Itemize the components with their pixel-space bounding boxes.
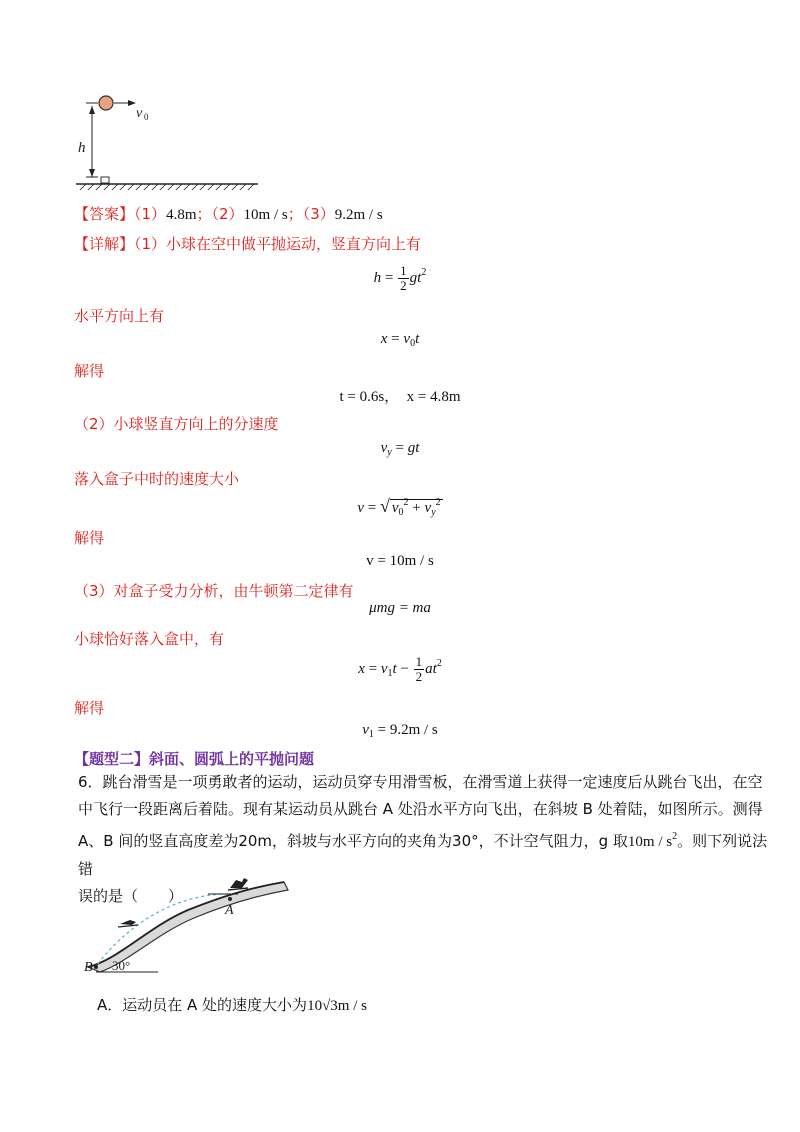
label-A: A	[225, 903, 234, 918]
detail-line-1: 【详解】（1）小球在空中做平抛运动，竖直方向上有	[74, 235, 422, 253]
detail-line-2: 水平方向上有	[74, 307, 165, 325]
detail-line-3: 解得	[74, 362, 105, 380]
angle-label: 30°	[112, 958, 131, 973]
ball	[99, 96, 113, 110]
question-line-1: 6．跳台滑雪是一项勇敢者的运动，运动员穿专用滑雪板，在滑雪道上获得一定速度后从跳台飞出，在空	[78, 773, 763, 791]
projectile-figure	[70, 90, 270, 200]
section-heading: 【题型二】斜面、圆弧上的平抛问题	[74, 750, 315, 768]
answer-3: 9.2m / s	[334, 207, 383, 223]
v0-label: v	[136, 106, 143, 121]
question-line-3: A、B 间的竖直高度差为20m，斜坡与水平方向的夹角为30°，不计空气阻力，g 取$10m / s^2$。则下列说法错	[78, 831, 768, 878]
ski-slope-figure	[78, 872, 298, 982]
detail-line-5: 落入盒子中时的速度大小	[74, 470, 240, 488]
detail-line-8: 小球恰好落入盒中，有	[74, 630, 225, 648]
equation-v-result: v = 10m / s	[366, 553, 434, 569]
answer-line: 【答案】（1）4.8m；（2）10m / s；（3）9.2m / s	[74, 205, 383, 223]
option-a-value: 10√3m / s	[307, 998, 367, 1014]
answer-1: 4.8m	[166, 207, 197, 223]
svg-text:0: 0	[144, 112, 149, 122]
option-a: A．运动员在 A 处的速度大小为10√3m / s	[97, 996, 367, 1014]
equation-h: h = $\frac{1}{2}$ $gt^2$	[373, 263, 427, 293]
detail-line-4: （2）小球竖直方向上的分速度	[74, 415, 279, 433]
equation-x: $x = v_0t$	[380, 331, 420, 349]
detail-line-7: （3）对盒子受力分析，由牛顿第二定律有	[74, 582, 354, 600]
box	[101, 177, 109, 183]
answer-2: 10m / s	[243, 207, 288, 223]
detail-line-9: 解得	[74, 699, 105, 717]
detail-line-6: 解得	[74, 529, 105, 547]
equation-x-box: $x = v_1t$ − $\frac{1}{2}$ $at^2$	[358, 654, 442, 684]
question-line-4: 误的是（ ）	[78, 887, 184, 905]
equation-t-x: t = 0.6s， x = 4.8m	[339, 389, 461, 405]
skier-icon	[228, 878, 248, 890]
equation-v: v = √ $v_0^2 + v_y^2$	[357, 496, 441, 518]
question-line-2: 中飞行一段距离后着陆。现有某运动员从跳台 A 处沿水平方向飞出，在斜坡 B 处着陆，如图所示。测得	[78, 800, 763, 818]
equation-vy: $v_y$ = gt	[380, 440, 420, 458]
equation-v1: $v_1 = 9.2m / s$	[362, 722, 438, 740]
h-label: h	[78, 140, 86, 156]
label-B: B	[84, 960, 93, 975]
answer-tag: 【答案】	[74, 205, 135, 223]
detail-tag: 【详解】	[74, 235, 135, 253]
equation-newton: μmg = ma	[369, 600, 431, 616]
skier-midair-icon	[118, 920, 138, 927]
